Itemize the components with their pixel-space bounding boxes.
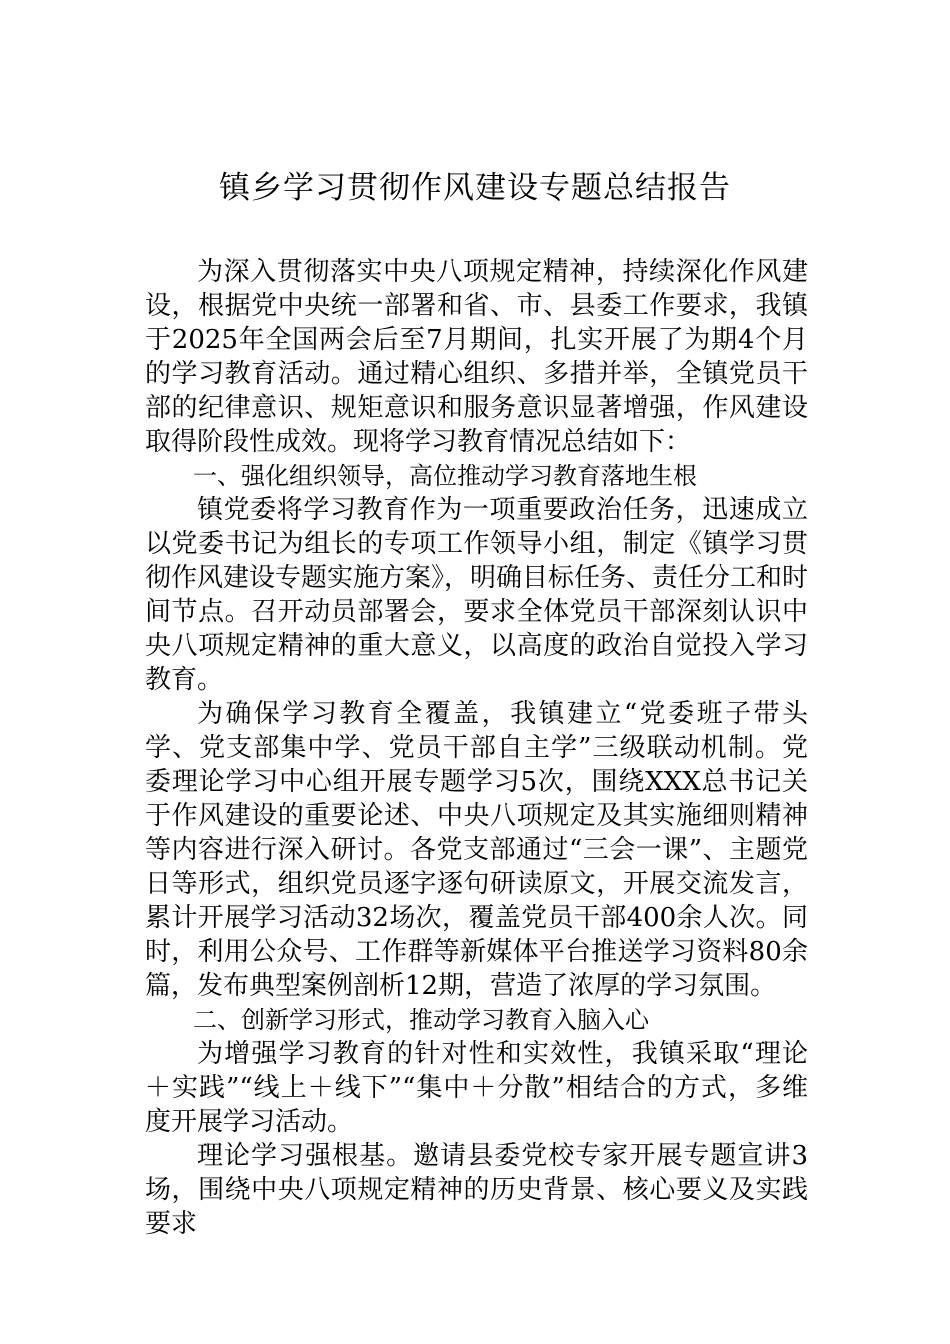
paragraph-intro: 为深入贯彻落实中央八项规定精神，持续深化作风建设，根据党中央统一部署和省、市、县委工作要求，我镇于2025年全国两会后至7月期间，扎实开展了为期4个月的学习教育活动。通过精心组织、多措并举，全镇党员干部的纪律意识、规矩意识和服务意识显著增强，作风建设取得阶段性成效。现将学习教育情况总结如下： [145,257,808,457]
paragraph: 为增强学习教育的针对性和实效性，我镇采取“理论＋实践”“线上＋线下”“集中＋分散”相结合的方式，多维度开展学习活动。 [145,1039,808,1137]
paragraph: 为确保学习教育全覆盖，我镇建立“党委班子带头学、党支部集中学、党员干部自主学”三级联动机制。党委理论学习中心组开展专题学习5次，围绕XXX总书记关于作风建设的重要论述、中央八项规定及其实施细则精神等内容进行深入研讨。各党支部通过“三会一课”、主题党日等形式，组织党员逐字逐句研读原文，开展交流发言，累计开展学习活动32场次，覆盖党员干部400余人次。同时，利用公众号、工作群等新媒体平台推送学习资料80余篇，发布典型案例剖析12期，营造了浓厚的学习氛围。 [145,699,808,1001]
document-title: 镇乡学习贯彻作风建设专题总结报告 [219,170,731,206]
paragraph: 镇党委将学习教育作为一项重要政治任务，迅速成立以党委书记为组长的专项工作领导小组，制定《镇学习贯彻作风建设专题实施方案》，明确目标任务、责任分工和时间节点。召开动员部署会，要求全体党员干部深刻认识中央八项规定精神的重大意义，以高度的政治自觉投入学习教育。 [145,495,809,695]
section-heading-1: 一、强化组织领导，高位推动学习教育落地生根 [193,462,697,490]
document-body [145,255,808,1241]
paragraph: 理论学习强根基。邀请县委党校专家开展专题宣讲3场，围绕中央八项规定精神的历史背景、核心要义及实践要求 [145,1141,808,1239]
section-heading-2: 二、创新学习形式，推动学习教育入脑入心 [193,1006,649,1034]
